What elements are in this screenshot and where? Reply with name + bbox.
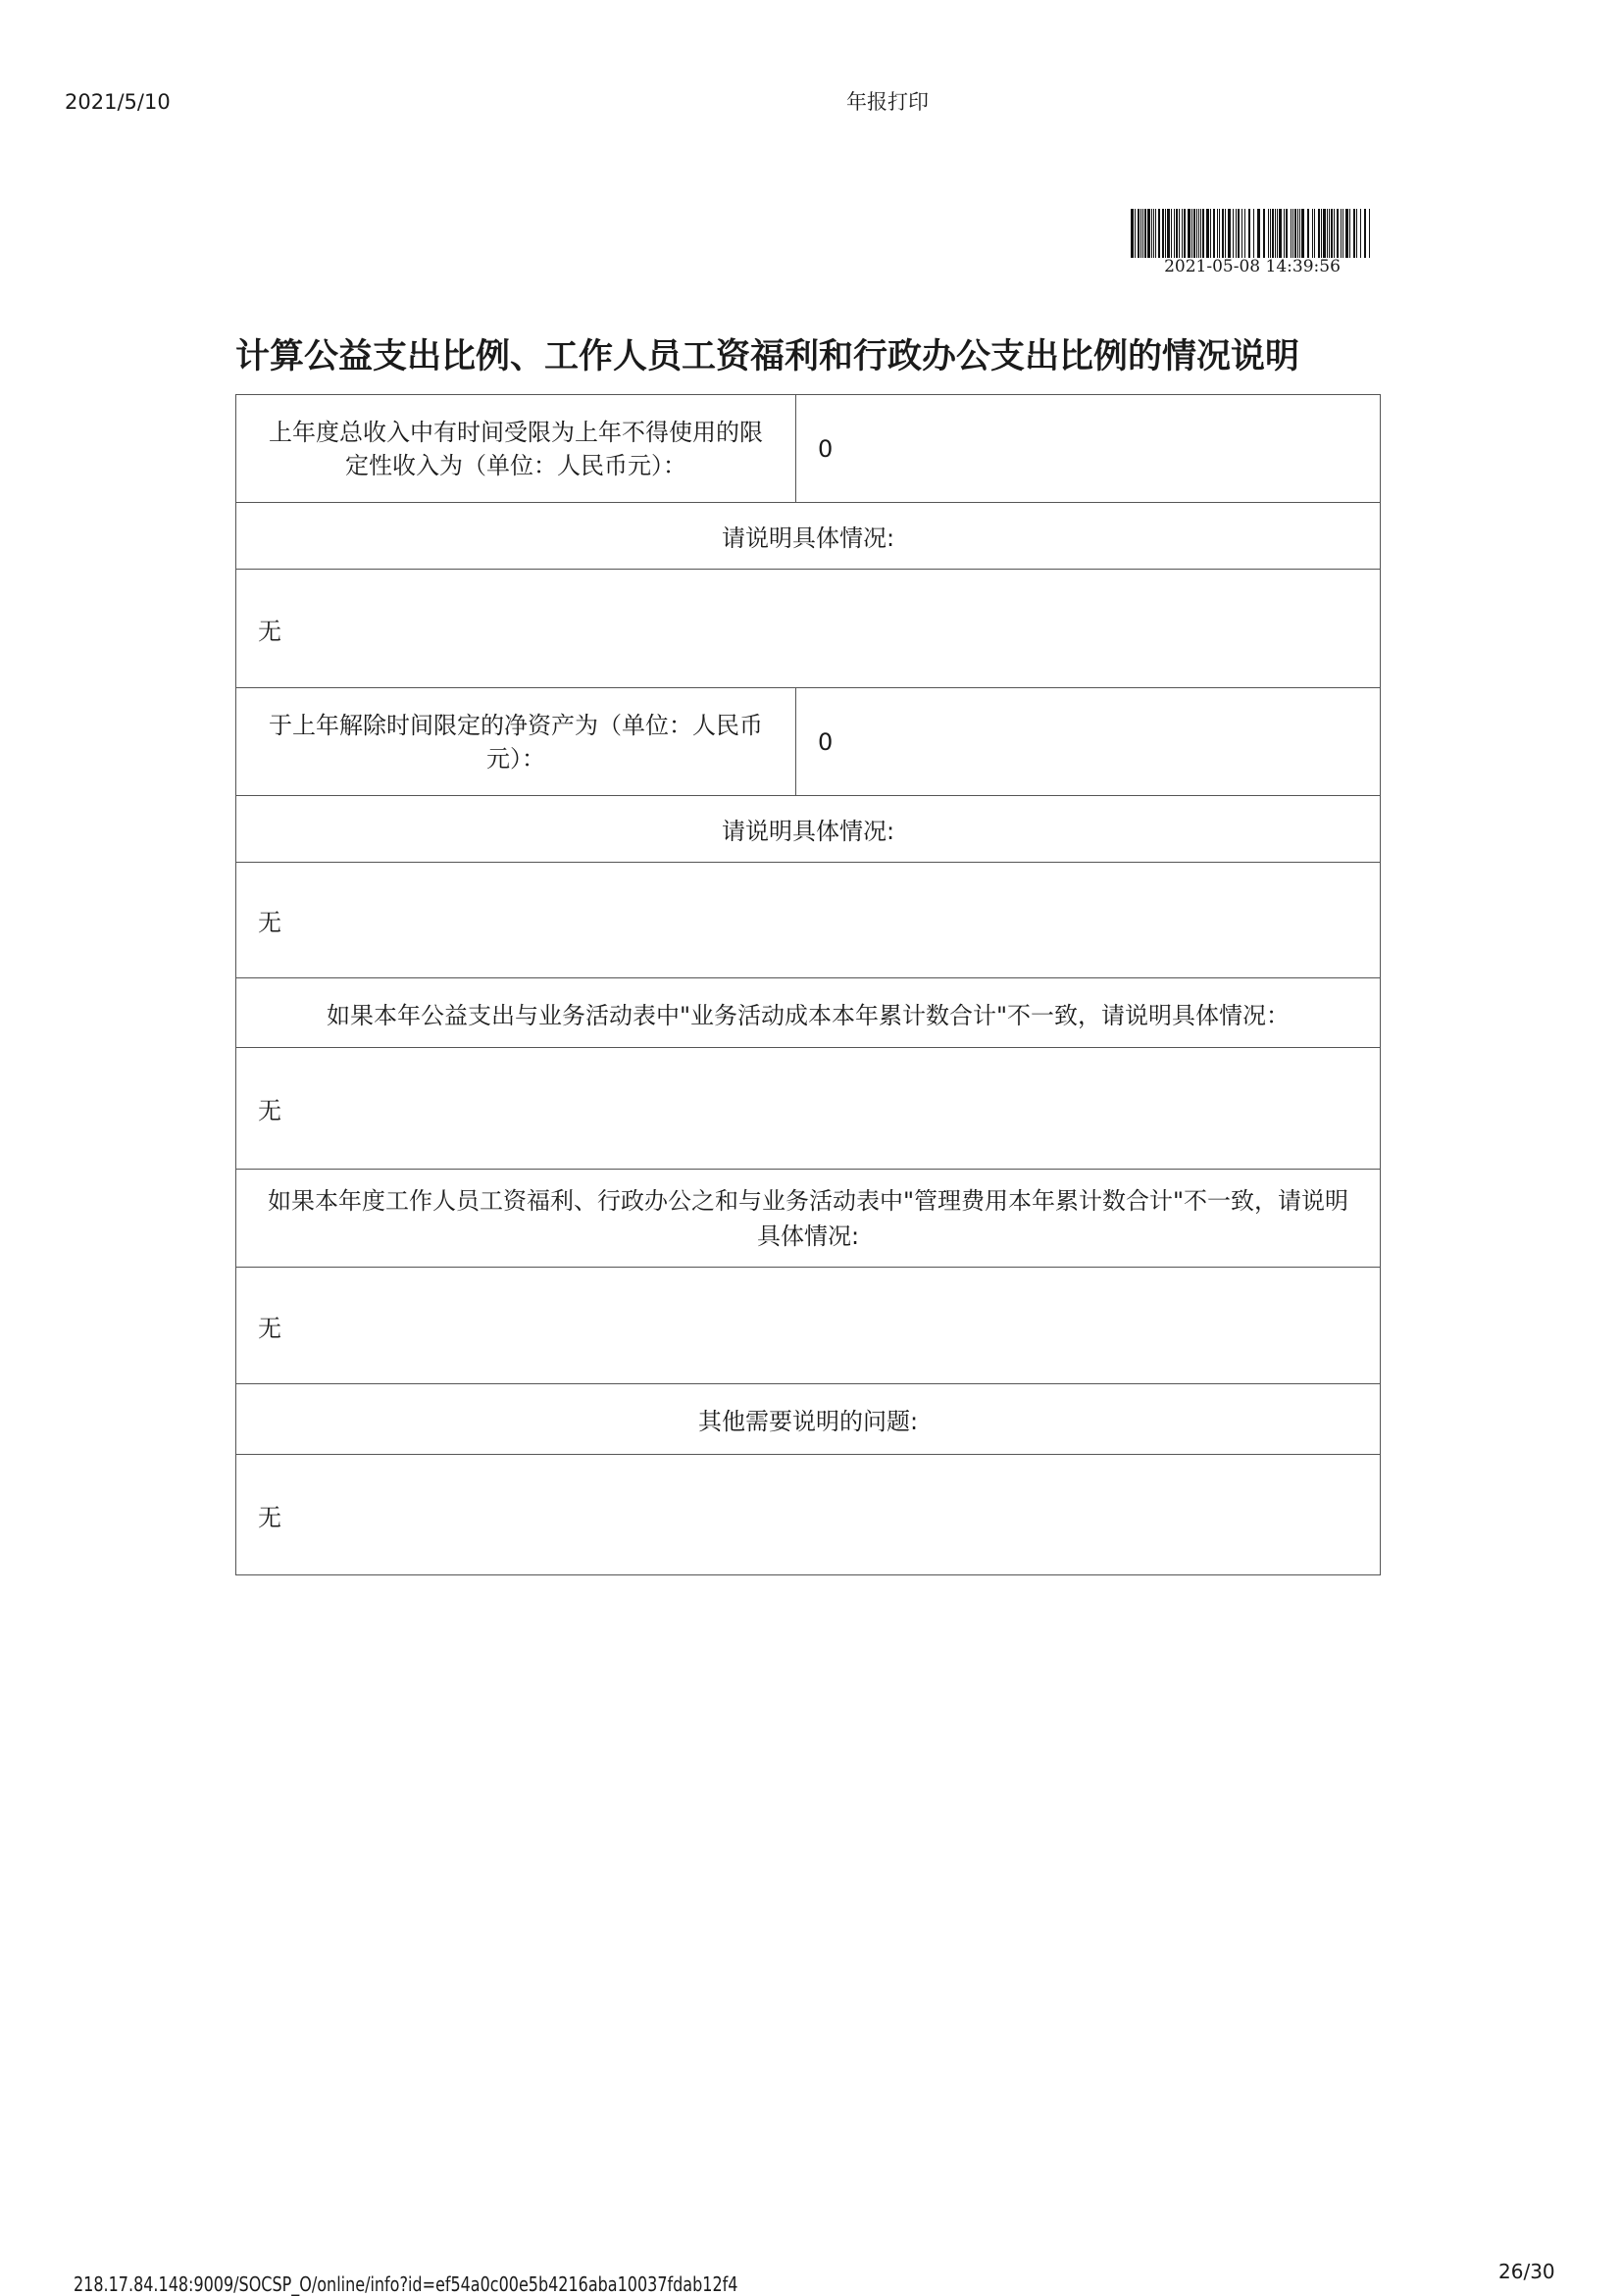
barcode-bar bbox=[1318, 209, 1320, 258]
table-row bbox=[236, 1384, 1381, 1455]
answer-cell: 无 bbox=[236, 1455, 1381, 1575]
barcode-bar bbox=[1297, 209, 1298, 258]
answer-cell: 无 bbox=[236, 863, 1381, 978]
barcode-bar bbox=[1179, 209, 1180, 258]
prompt-cell: 请说明具体情况: bbox=[236, 796, 1381, 863]
barcode-bar bbox=[1238, 209, 1240, 258]
barcode-bar bbox=[1142, 209, 1143, 258]
barcode-bar bbox=[1272, 209, 1274, 258]
barcode-bar bbox=[1174, 209, 1175, 258]
restricted-income-value: 0 bbox=[796, 395, 1381, 503]
table-row bbox=[236, 863, 1381, 978]
barcode-bar bbox=[1270, 209, 1271, 258]
barcode-bar bbox=[1327, 209, 1328, 258]
barcode-bar bbox=[1176, 209, 1178, 258]
barcode-bar bbox=[1225, 209, 1226, 258]
barcode-bar bbox=[1307, 209, 1309, 258]
released-net-assets-value: 0 bbox=[796, 688, 1381, 796]
barcode-bar bbox=[1329, 209, 1330, 258]
barcode-bar bbox=[1171, 209, 1172, 258]
barcode-bar bbox=[1202, 209, 1204, 258]
barcode-bar bbox=[1135, 209, 1136, 258]
barcode-bar bbox=[1131, 209, 1134, 258]
barcode-bar bbox=[1284, 209, 1285, 258]
barcode-bar bbox=[1341, 209, 1342, 258]
barcode-bar bbox=[1294, 209, 1296, 258]
barcode-bar bbox=[1263, 209, 1265, 258]
barcode-bar bbox=[1277, 209, 1278, 258]
barcode-bar bbox=[1153, 209, 1154, 258]
barcode-bar bbox=[1331, 209, 1333, 258]
answer-cell: 无 bbox=[236, 1048, 1381, 1170]
table-row bbox=[236, 1170, 1381, 1268]
barcode-bar bbox=[1147, 209, 1150, 258]
barcode-bar bbox=[1233, 209, 1234, 258]
barcode-bar bbox=[1222, 209, 1224, 258]
page-number: 26/30 bbox=[1498, 2260, 1555, 2283]
table-row bbox=[236, 395, 1381, 503]
barcode-bar bbox=[1155, 209, 1156, 258]
table-row bbox=[236, 796, 1381, 863]
table-row bbox=[236, 1268, 1381, 1384]
barcode-bar bbox=[1360, 209, 1361, 258]
document-title: 计算公益支出比例、工作人员工资福利和行政办公支出比例的情况说明 bbox=[235, 337, 1300, 376]
print-header-title: 年报打印 bbox=[846, 90, 929, 114]
barcode-bar bbox=[1193, 209, 1195, 258]
barcode-bar bbox=[1140, 209, 1141, 258]
barcode-bar bbox=[1206, 209, 1209, 258]
table-row bbox=[236, 1048, 1381, 1170]
barcode-bar bbox=[1210, 209, 1211, 258]
barcode-bar bbox=[1337, 209, 1339, 258]
barcode-bar bbox=[1162, 209, 1164, 258]
barcode-bar bbox=[1299, 209, 1300, 258]
barcode-bar bbox=[1292, 209, 1293, 258]
barcode-bar bbox=[1200, 209, 1201, 258]
barcode-bar bbox=[1369, 209, 1370, 258]
barcode-bar bbox=[1323, 209, 1326, 258]
barcode-bar bbox=[1191, 209, 1192, 258]
barcode-bar bbox=[1165, 209, 1166, 258]
barcode-bar bbox=[1213, 209, 1215, 258]
barcode-bar bbox=[1182, 209, 1183, 258]
barcode-bar bbox=[1219, 209, 1220, 258]
barcode-bar bbox=[1356, 209, 1357, 258]
barcode-bar bbox=[1217, 209, 1218, 258]
table-row bbox=[236, 1455, 1381, 1575]
barcode-bar bbox=[1241, 209, 1242, 258]
barcode-bar bbox=[1345, 209, 1348, 258]
barcode-bar bbox=[1244, 209, 1245, 258]
answer-cell: 无 bbox=[236, 570, 1381, 688]
barcode-bar bbox=[1268, 209, 1269, 258]
barcode-bar bbox=[1188, 209, 1190, 258]
explanation-table bbox=[235, 394, 1381, 1575]
restricted-income-label: 上年度总收入中有时间受限为上年不得使用的限定性收入为（单位：人民币元）： bbox=[236, 395, 796, 503]
barcode-bar bbox=[1279, 209, 1282, 258]
table-row bbox=[236, 978, 1381, 1048]
barcode-bar bbox=[1228, 209, 1231, 258]
barcode-bar bbox=[1198, 209, 1199, 258]
barcode-bar bbox=[1349, 209, 1350, 258]
print-date: 2021/5/10 bbox=[65, 90, 171, 114]
barcode-bar bbox=[1286, 209, 1288, 258]
barcode-bar bbox=[1138, 209, 1140, 258]
prompt-cell: 请说明具体情况: bbox=[236, 503, 1381, 570]
prompt-cell: 如果本年公益支出与业务活动表中"业务活动成本本年累计数合计"不一致，请说明具体情况： bbox=[236, 978, 1381, 1048]
barcode-bar bbox=[1342, 209, 1343, 258]
barcode-bar bbox=[1248, 209, 1250, 258]
table-row bbox=[236, 503, 1381, 570]
prompt-cell: 如果本年度工作人员工资福利、行政办公之和与业务活动表中"管理费用本年累计数合计"不一致，请说明具体情况: bbox=[236, 1170, 1381, 1268]
barcode-bar bbox=[1301, 209, 1304, 258]
barcode-bar bbox=[1364, 209, 1366, 258]
barcode-bar bbox=[1275, 209, 1276, 258]
barcode-bar bbox=[1158, 209, 1160, 258]
answer-cell: 无 bbox=[236, 1268, 1381, 1384]
barcode-bar bbox=[1321, 209, 1322, 258]
barcode-bar bbox=[1167, 209, 1170, 258]
barcode-bar bbox=[1236, 209, 1237, 258]
prompt-cell: 其他需要说明的问题: bbox=[236, 1384, 1381, 1455]
barcode-bar bbox=[1334, 209, 1335, 258]
barcode-bar bbox=[1184, 209, 1186, 258]
barcode-bar bbox=[1144, 209, 1146, 258]
footer-url: 218.17.84.148:9009/SOCSP_O/online/info?id=ef54a0c00e5b4216aba10037fdab12f4 bbox=[74, 2272, 738, 2296]
barcode-bar bbox=[1291, 209, 1292, 258]
barcode-bar bbox=[1257, 209, 1260, 258]
barcode-bar bbox=[1253, 209, 1254, 258]
table-row bbox=[236, 570, 1381, 688]
barcode-bar bbox=[1196, 209, 1197, 258]
table-row bbox=[236, 688, 1381, 796]
released-net-assets-label: 于上年解除时间限定的净资产为（单位：人民币元）： bbox=[236, 688, 796, 796]
barcode-bar bbox=[1312, 209, 1313, 258]
barcode-bar bbox=[1353, 209, 1355, 258]
barcode-timestamp: 2021-05-08 14:39:56 bbox=[1164, 257, 1341, 276]
barcode bbox=[1131, 209, 1374, 258]
barcode-bar bbox=[1151, 209, 1152, 258]
barcode-bar bbox=[1314, 209, 1315, 258]
